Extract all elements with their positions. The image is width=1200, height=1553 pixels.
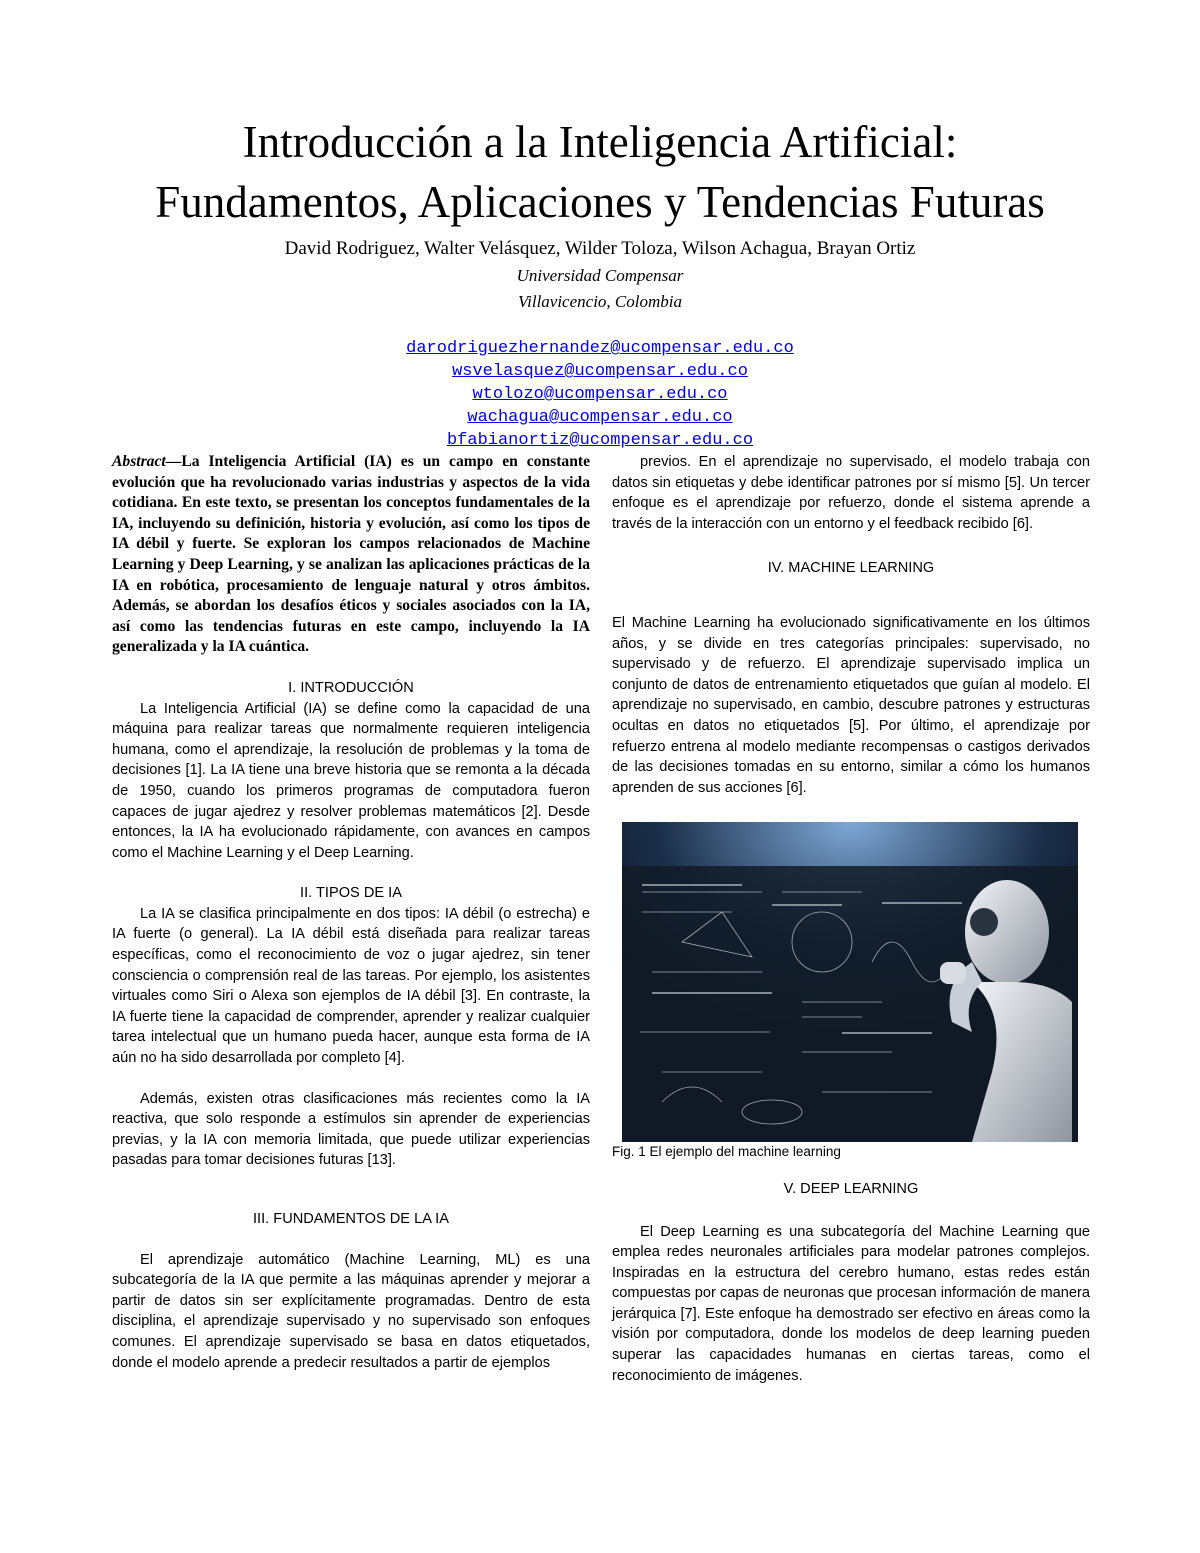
right-column <box>612 452 1090 1386</box>
abstract <box>112 452 590 658</box>
email-link-4[interactable]: wachagua@ucompensar.edu.co <box>467 408 733 427</box>
email-link-2[interactable]: wsvelasquez@ucompensar.edu.co <box>452 362 748 381</box>
section-text-ml: El Machine Learning ha evolucionado significativamente en los últimos años, y se divide en tres categorías principales: supervisado, no supervisado y de refuerzo. El aprendizaje supervisado implica un conjunto de datos de entrenamiento etiquetados que guían al modelo. El aprendizaje no supervisado, en cambio, descubre patrones y estructuras ocultas en datos no etiquetados [5]. Por último, el aprendizaje por refuerzo entrena al modelo mediante recompensas o castigos derivados de las decisiones tomadas en su entorno, similar a cómo los humanos aprenden de sus acciones [6]. <box>612 614 1090 796</box>
section-text-dl: El Deep Learning es una subcategoría del Machine Learning que emplea redes neuronales artificiales para modelar patrones complejos. Inspiradas en la estructura del cerebro humano, estas redes están compuestas por capas de neuronas que procesan información de manera jerárquica [7]. Este enfoque ha demostrado ser efectivo en áreas como la visión por computadora, donde los modelos de deep learning pueden superar las capacidades humanas en ciertas tareas, como el reconocimiento de imágenes. <box>612 1223 1090 1384</box>
email-link-1[interactable]: darodriguezhernandez@ucompensar.edu.co <box>406 339 794 358</box>
figure-caption: Fig. 1 El ejemplo del machine learning <box>612 1144 841 1160</box>
abstract-text: —La Inteligencia Artificial (IA) es un campo en constante evolución que ha revolucionado varias industrias y aspectos de la vida cotidiana. En este texto, se presentan los conceptos fundamentales de la IA, incluyendo su definición, historia y evolución, así como los tipos de IA débil y fuerte. Se exploran los campos relacionados de Machine Learning y Deep Learning, y se analizan las aplicaciones prácticas de la IA en robótica, procesamiento de lenguaje natural y otros ámbitos. Además, se abordan los desafíos éticos y sociales asociados con la IA, así como las tendencias futuras en este campo, incluyendo la IA generalizada y la IA cuántica. <box>112 453 590 656</box>
section-heading-dl: V. DEEP LEARNING <box>783 1180 919 1197</box>
email-link-3[interactable]: wtolozo@ucompensar.edu.co <box>472 385 728 404</box>
location: Villavicencio, Colombia <box>518 292 682 311</box>
author-list: David Rodriguez, Walter Velásquez, Wilder Toloza, Wilson Achagua, Brayan Ortiz <box>284 238 916 259</box>
figure-1 <box>612 822 1090 1163</box>
section-heading-tipos: II. TIPOS DE IA <box>300 885 402 902</box>
section-heading-ml: IV. MACHINE LEARNING <box>767 560 935 577</box>
email-link-5[interactable]: bfabianortiz@ucompensar.edu.co <box>446 431 754 450</box>
section-text-tipos: La IA se clasifica principalmente en dos tipos: IA débil (o estrecha) e IA fuerte (o general). La IA débil está diseñada para realizar tareas específicas, como el reconocimiento de voz o jugar ajedrez, sin tener consciencia o comprensión real de las tareas. Por ejemplo, los asistentes virtuales como Siri o Alexa son ejemplos de IA débil [3]. En contraste, la IA fuerte tiene la capacidad de comprender, aprender y realizar cualquier tarea intelectual que un humano pueda hacer, aunque esta forma de IA aún no ha sido desarrollada por completo [4]. <box>112 905 590 1067</box>
section-text-fundamentos-cont: previos. En el aprendizaje no supervisado, el modelo trabaja con datos sin etiquetas y debe identificar patrones por sí mismo [5]. Un tercer enfoque es el aprendizaje por refuerzo, donde el sistema aprende a través de la interacción con un entorno y el feedback recibido [6]. <box>612 454 1090 532</box>
abstract-label: Abstract <box>112 453 166 470</box>
affiliation: Universidad Compensar <box>516 266 684 285</box>
section-text-tipos-2: Además, existen otras clasificaciones más recientes como la IA reactiva, que solo responde a estímulos sin aprender de experiencias previas, y la IA con memoria limitada, que puede utilizar experiencias pasadas para tomar decisiones futuras [13]. <box>112 1090 590 1169</box>
email-list <box>60 337 1140 452</box>
section-text-fundamentos: El aprendizaje automático (Machine Learning, ML) es una subcategoría de la IA que permite a las máquinas aprender y mejorar a partir de datos sin ser explícitamente programadas. Dentro de esta disciplina, el aprendizaje supervisado y no supervisado son enfoques comunes. El aprendizaje supervisado se basa en datos etiquetados, donde el modelo aprende a predecir resultados a partir de ejemplos <box>112 1251 590 1371</box>
section-heading-fundamentos: III. FUNDAMENTOS DE LA IA <box>253 1211 449 1227</box>
section-heading-intro: I. INTRODUCCIÓN <box>288 679 414 696</box>
paper-title <box>60 112 1140 232</box>
title-line-2: Fundamentos, Aplicaciones y Tendencias Futuras <box>155 177 1045 227</box>
robot-blackboard-image <box>622 822 1078 1142</box>
title-line-1: Introducción a la Inteligencia Artificial: <box>242 117 958 167</box>
left-column <box>112 452 590 1373</box>
section-text-intro: La Inteligencia Artificial (IA) se define como la capacidad de una máquina para realizar tareas que normalmente requieren inteligencia humana, como el aprendizaje, la resolución de problemas y la toma de decisiones [1]. La IA tiene una breve historia que se remonta a la década de 1950, cuando los primeros programas de computadora fueron capaces de jugar ajedrez y resolver problemas matemáticos [2]. Desde entonces, la IA ha evolucionado rápidamente, con avances en campos como el Machine Learning y el Deep Learning. <box>112 700 590 861</box>
